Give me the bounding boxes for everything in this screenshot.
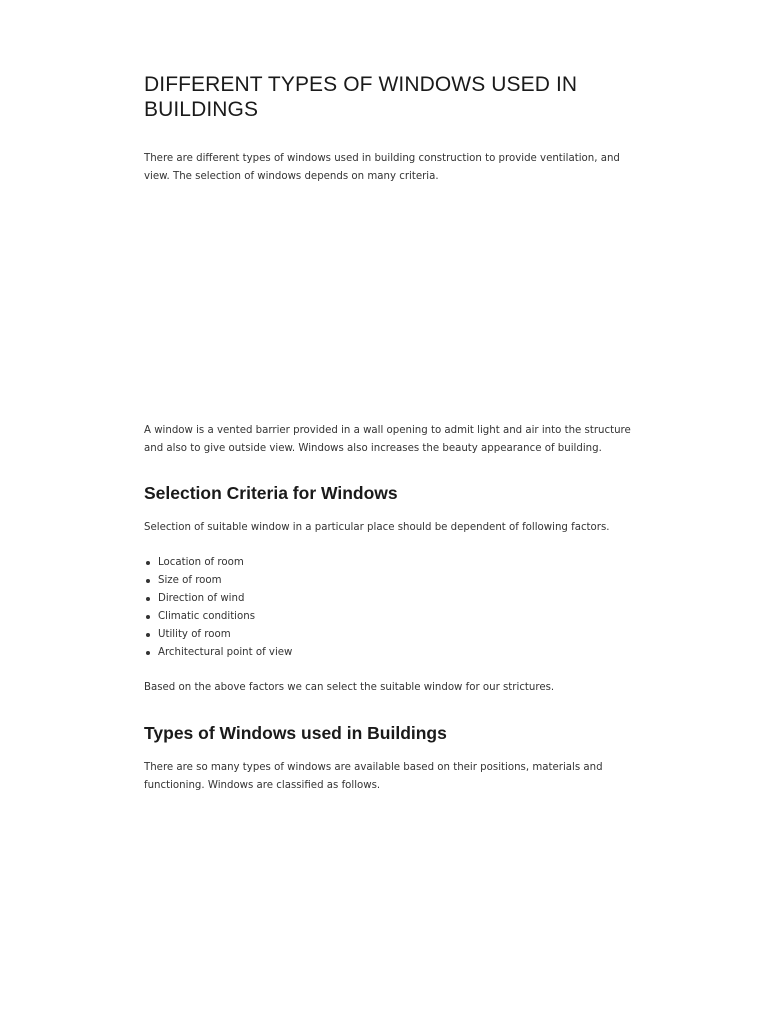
bullet-icon (146, 633, 150, 637)
list-item (144, 554, 634, 572)
list-item-text: Climatic conditions (158, 611, 256, 622)
list-item (144, 608, 634, 626)
types-heading: Types of Windows used in Buildings (144, 723, 447, 743)
list-item-text: Utility of room (158, 629, 231, 640)
intro-paragraph: There are different types of windows used in building construction to provide ventilation, and view. The selection of windows depends on many criteria. (144, 153, 620, 182)
list-item (144, 626, 634, 644)
article-body (144, 72, 634, 795)
selection-lead-paragraph: Selection of suitable window in a particular place should be dependent of following factors. (144, 522, 610, 533)
list-item-text: Location of room (158, 557, 244, 568)
list-item-text: Direction of wind (158, 593, 245, 604)
blank-image-area (144, 186, 634, 422)
bullet-icon (146, 597, 150, 601)
list-item (144, 590, 634, 608)
list-item-text: Architectural point of view (158, 647, 293, 658)
bullet-icon (146, 651, 150, 655)
list-item (144, 644, 634, 662)
list-item (144, 572, 634, 590)
bullet-icon (146, 615, 150, 619)
bullet-icon (146, 579, 150, 583)
selection-criteria-heading: Selection Criteria for Windows (144, 483, 398, 503)
definition-paragraph: A window is a vented barrier provided in a wall opening to admit light and air into the structure and also to give outside view. Windows also increases the beauty appearance of building. (144, 425, 631, 454)
selection-conclusion-paragraph: Based on the above factors we can select the suitable window for our strictures. (144, 682, 555, 693)
types-lead-paragraph: There are so many types of windows are available based on their positions, materials and functioning. Windows are classified as follows. (144, 762, 603, 791)
bullet-icon (146, 561, 150, 565)
factors-list (144, 554, 634, 662)
page-title: DIFFERENT TYPES OF WINDOWS USED IN BUILDINGS (144, 73, 578, 121)
list-item-text: Size of room (158, 575, 222, 586)
